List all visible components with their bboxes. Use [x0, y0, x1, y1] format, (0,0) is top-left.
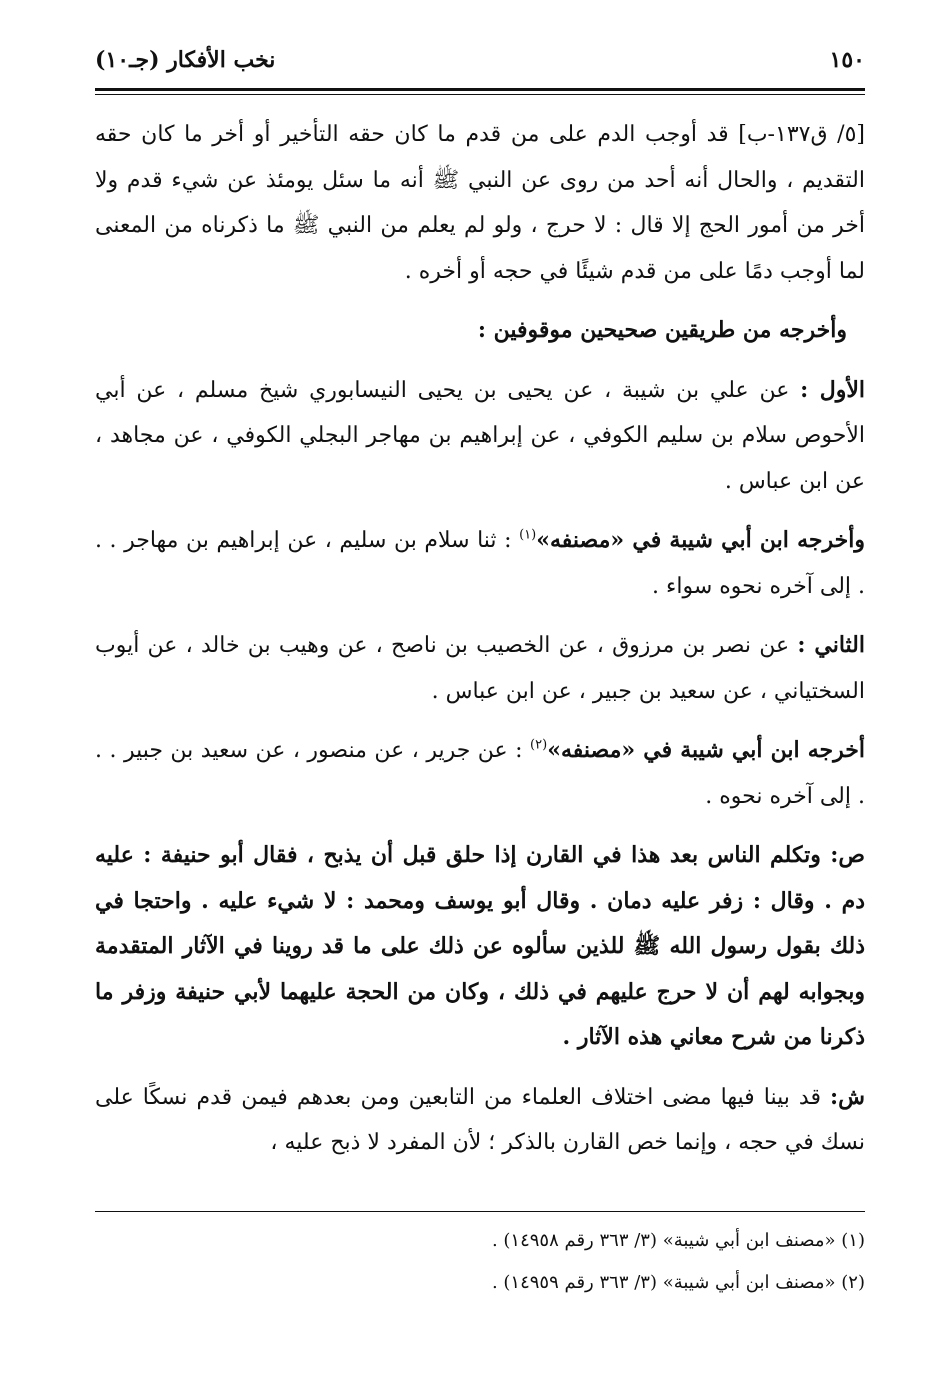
header-rule-thin — [95, 94, 865, 95]
sharh-label: ش: — [830, 1083, 866, 1110]
footnote-2: (٢) «مصنف ابن أبي شيبة» (٣/ ٣٦٣ رقم ١٤٩٥٩) . — [491, 1272, 865, 1293]
header-rule — [95, 88, 865, 91]
paragraph-second-source — [95, 728, 865, 819]
footnote-1: (١) «مصنف ابن أبي شيبة» (٣/ ٣٦٣ رقم ١٤٩٥٨) . — [491, 1230, 865, 1251]
main-text — [95, 112, 865, 1180]
second-chain-label: الثاني : — [797, 632, 865, 658]
book-title: نخب الأفكار (جـ١٠) — [95, 47, 276, 73]
first-chain-text: عن علي بن شيبة ، عن يحيى بن يحيى النيسابوري شيخ مسلم ، عن أبي الأحوص سلام بن سليم الكوفي ، عن إبراهيم بن مهاجر البجلي الكوفي ، عن مجاهد ، عن ابن عباس . — [95, 377, 865, 494]
footnote-rule — [95, 1211, 865, 1212]
second-chain-text: عن نصر بن مرزوق ، عن الخصيب بن ناصح ، عن وهيب بن خالد ، عن أيوب السختياني ، عن سعيد بن جبير ، عن ابن عباس . — [95, 633, 865, 704]
footnotes — [95, 1220, 865, 1304]
page-number: ١٥٠ — [829, 47, 865, 73]
paragraph-sharh — [95, 1075, 865, 1166]
second-source-text: : عن جرير ، عن منصور ، عن سعيد بن جبير . . . إلى آخره نحوه . — [95, 738, 865, 809]
paragraph-first-chain — [95, 368, 865, 505]
first-source-label: وأخرجه ابن أبي شيبة في «مصنفه» — [536, 527, 865, 553]
paragraph-1: [٥/ ق١٣٧-ب] قد أوجب الدم على من قدم ما كان حقه التأخير أو أخر ما كان حقه التقديم ، والحال أنه أحد من روى عن النبي ﷺ أنه ما سئل يومئذ عن شيء قدم ولا أخر من أمور الحج إلا قال : لا حرج ، ولو لم يعلم من النبي ﷺ ما ذكرناه من المعنى لما أوجب دمًا على من قدم شيئًا في حجه أو أخره . — [95, 122, 865, 284]
paragraph-second-chain — [95, 623, 865, 714]
section-heading: وأخرجه من طريقين صحيحين موقوفين : — [477, 317, 847, 343]
sharh-text: قد بينا فيها مضى اختلاف العلماء من التابعين ومن بعدهم فيمن قدم نسكًا على نسك في حجه ، وإنما خص القارن بالذكر ؛ لأن المفرد لا ذبح عليه ، — [95, 1084, 865, 1155]
footnote-ref-1[interactable]: (١) — [519, 527, 537, 543]
footnote-ref-2[interactable]: (٢) — [530, 737, 548, 753]
paragraph-matn: ص: وتكلم الناس بعد هذا في القارن إذا حلق قبل أن يذبح ، فقال أبو حنيفة : عليه دم . وقال : زفر عليه دمان . وقال أبو يوسف ومحمد : لا شيء عليه . واحتجا في ذلك بقول رسول الله ﷺ للذين سألوه عن ذلك على ما قد روينا في الآثار المتقدمة وبجوابه لهم أن لا حرج عليهم في ذلك ، وكان من الحجة عليهما لأبي حنيفة وزفر ما ذكرنا من شرح معاني هذه الآثار . — [95, 842, 865, 1050]
second-source-label: أخرجه ابن أبي شيبة في «مصنفه» — [547, 737, 865, 763]
first-source-text: : ثنا سلام بن سليم ، عن إبراهيم بن مهاجر . . . إلى آخره نحوه سواء . — [95, 528, 865, 599]
first-chain-label: الأول : — [800, 376, 865, 403]
running-header — [95, 40, 865, 80]
paragraph-first-source — [95, 518, 865, 609]
